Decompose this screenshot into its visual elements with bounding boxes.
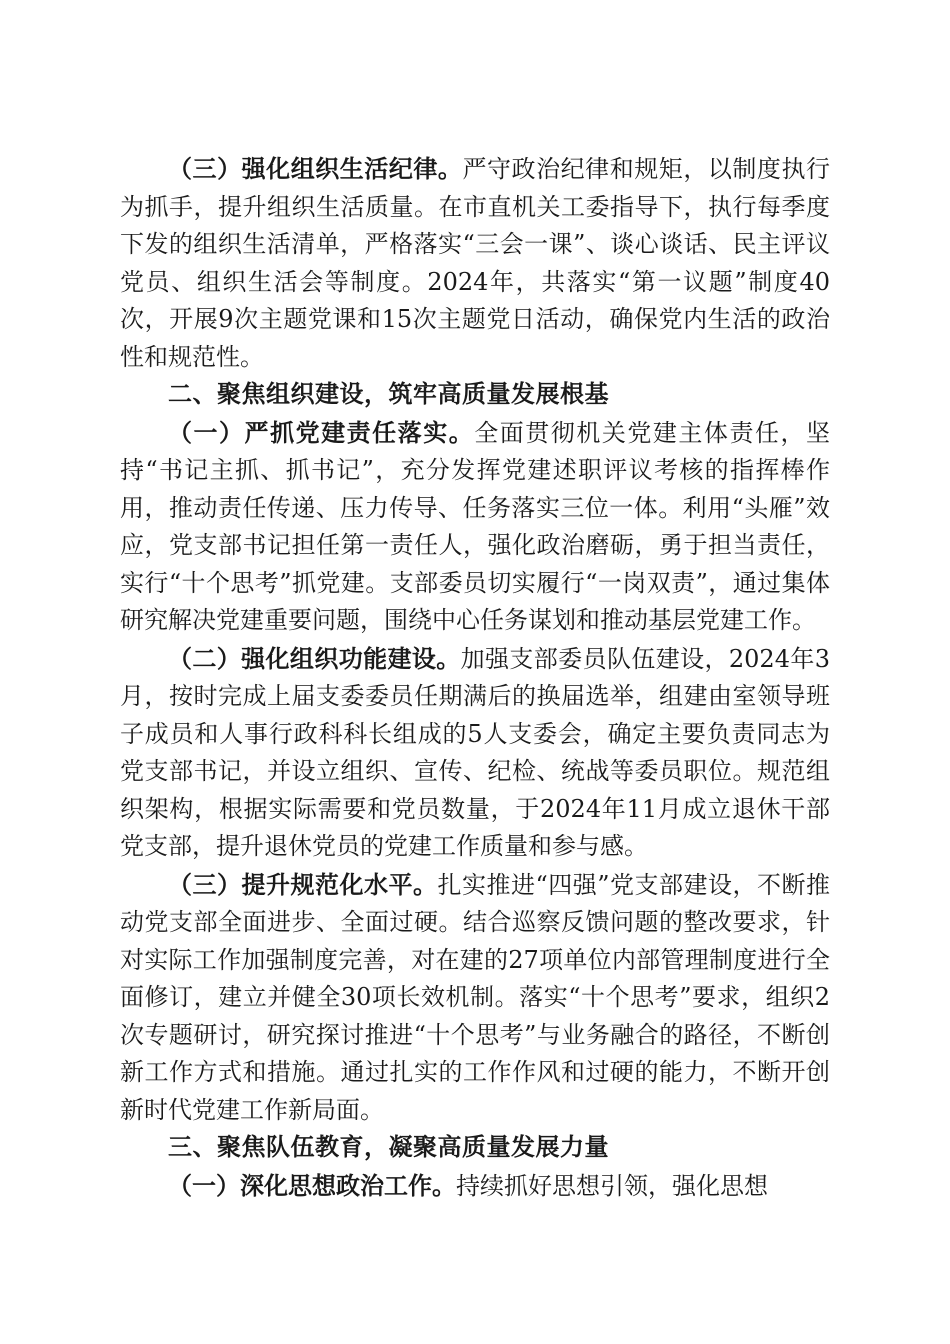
paragraph-strengthen-org-life-discipline — [120, 150, 830, 376]
paragraph-text: 全面贯彻机关党建主体责任，坚持“书记主抓、抓书记”，充分发挥党建述职评议考核的指挥棒作用，推动责任传递、压力传导、任务落实三位一体。利用“头雁”效应，党支部书记担任第一责任人，强化政治磨砺，勇于担当责任，实行“十个思考”抓党建。支部委员切实履行“一岗双责”，通过集体研究解决党建重要问题，围绕中心任务谋划和推动基层党建工作。 — [120, 418, 831, 634]
paragraph-org-function-building — [120, 640, 830, 866]
paragraph-standardization-level — [120, 866, 830, 1130]
paragraph-ideological-work — [120, 1167, 830, 1206]
section-heading-org-building: 二、聚焦组织建设，筑牢高质量发展根基 — [168, 380, 609, 408]
subsection-title: （一）深化思想政治工作。 — [168, 1170, 456, 1200]
document-body — [120, 150, 830, 1205]
subsection-title: （一）严抓党建责任落实。 — [168, 417, 475, 447]
paragraph-text: 加强支部委员队伍建设，2024年3月，按时完成上届支委委员任期满后的换届选举，组建由室领导班子成员和人事行政科科长组成的5人支委会，确定主要负责同志为党支部书记，并设立组织、宣传、纪检、统战等委员职位。规范组织架构，根据实际需要和党员数量，于2024年11月成立退休干部党支部，提升退休党员的党建工作质量和参与感。 — [120, 644, 831, 860]
paragraph-text: 扎实推进“四强”党支部建设，不断推动党支部全面进步、全面过硬。结合巡察反馈问题的整改要求，针对实际工作加强制度完善，对在建的27项单位内部管理制度进行全面修订，建立并健全30项长效机制。落实“十个思考”要求，组织2次专题研讨，研究探讨推进“十个思考”与业务融合的路径，不断创新工作方式和措施。通过扎实的工作作风和过硬的能力，不断开创新时代党建工作新局面。 — [120, 870, 830, 1124]
subsection-title: （二）强化组织功能建设。 — [168, 643, 461, 673]
paragraph-text: 严守政治纪律和规矩，以制度执行为抓手，提升组织生活质量。在市直机关工委指导下，执行每季度下发的组织生活清单，严格落实“三会一课”、谈心谈话、民主评议党员、组织生活会等制度。2024年，共落实“第一议题”制度40次，开展9次主题党课和15次主题党日活动，确保党内生活的政治性和规范性。 — [120, 155, 831, 371]
subsection-title: （三）强化组织生活纪律。 — [168, 154, 463, 183]
paragraph-text: 持续抓好思想引领，强化思想 — [456, 1171, 768, 1200]
paragraph-party-responsibility — [120, 414, 830, 640]
subsection-title: （三）提升规范化水平。 — [168, 869, 438, 899]
section-heading-team-education: 三、聚焦队伍教育，凝聚高质量发展力量 — [168, 1133, 609, 1161]
